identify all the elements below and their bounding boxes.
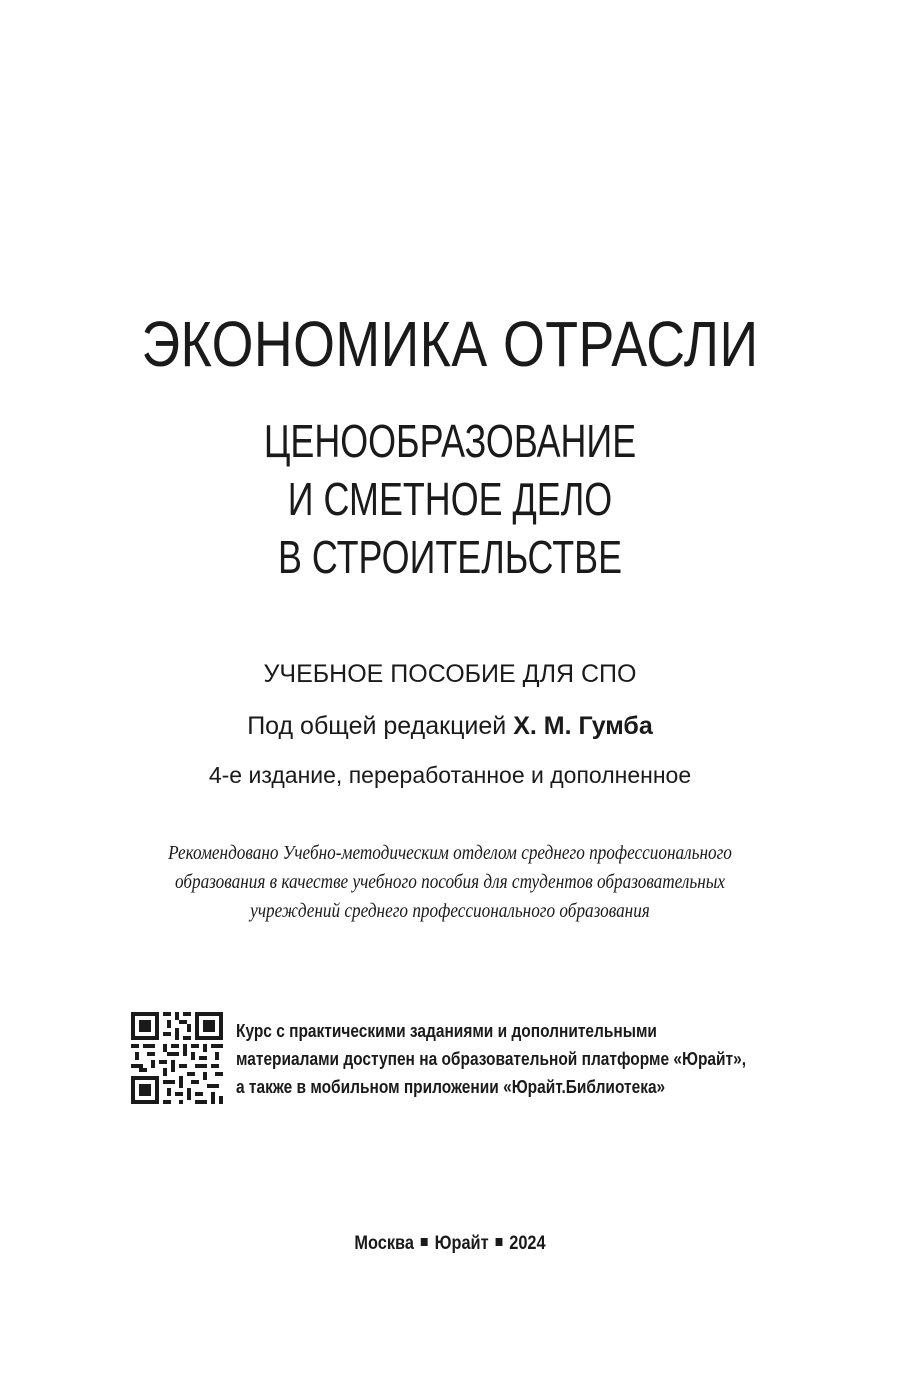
imprint-publisher: Юрайт	[434, 1233, 489, 1254]
recommendation-line-2: образования в качестве учебного пособия для студентов образовательных	[174, 871, 726, 893]
editor-name: Х. М. Гумба	[513, 712, 653, 740]
book-subtitle	[99, 412, 801, 586]
subtitle-line-3: В СТРОИТЕЛЬСТВЕ	[277, 531, 623, 583]
imprint-year: 2024	[509, 1233, 546, 1254]
square-separator-icon	[421, 1238, 428, 1246]
course-note-line-3: а также в мобильном приложении «Юрайт.Библиотека»	[236, 1077, 666, 1097]
course-note	[236, 1017, 769, 1101]
book-type: УЧЕБНОЕ ПОСОБИЕ ДЛЯ СПО	[263, 660, 637, 688]
subtitle-line-1: ЦЕНООБРАЗОВАНИЕ	[263, 415, 637, 467]
recommendation-text	[63, 839, 837, 926]
recommendation-line-3: учреждений среднего профессионального образования	[250, 900, 650, 922]
recommendation-line-1: Рекомендовано Учебно-методическим отделом среднего профессионального	[168, 842, 732, 864]
subtitle-line-2: И СМЕТНОЕ ДЕЛО	[287, 473, 613, 525]
book-title: ЭКОНОМИКА ОТРАСЛИ	[141, 308, 759, 380]
imprint-city: Москва	[354, 1233, 414, 1254]
edition-note: 4-е издание, переработанное и дополненное	[208, 762, 692, 788]
qr-code-icon	[131, 1012, 223, 1104]
course-note-line-1: Курс с практическими заданиями и дополнительными	[236, 1021, 657, 1041]
course-note-line-2: материалами доступен на образовательной платформе «Юрайт»,	[236, 1049, 747, 1069]
editor-line	[0, 712, 900, 741]
square-separator-icon	[495, 1238, 502, 1246]
imprint	[63, 1233, 837, 1255]
editor-prefix: Под общей редакцией	[247, 712, 507, 740]
